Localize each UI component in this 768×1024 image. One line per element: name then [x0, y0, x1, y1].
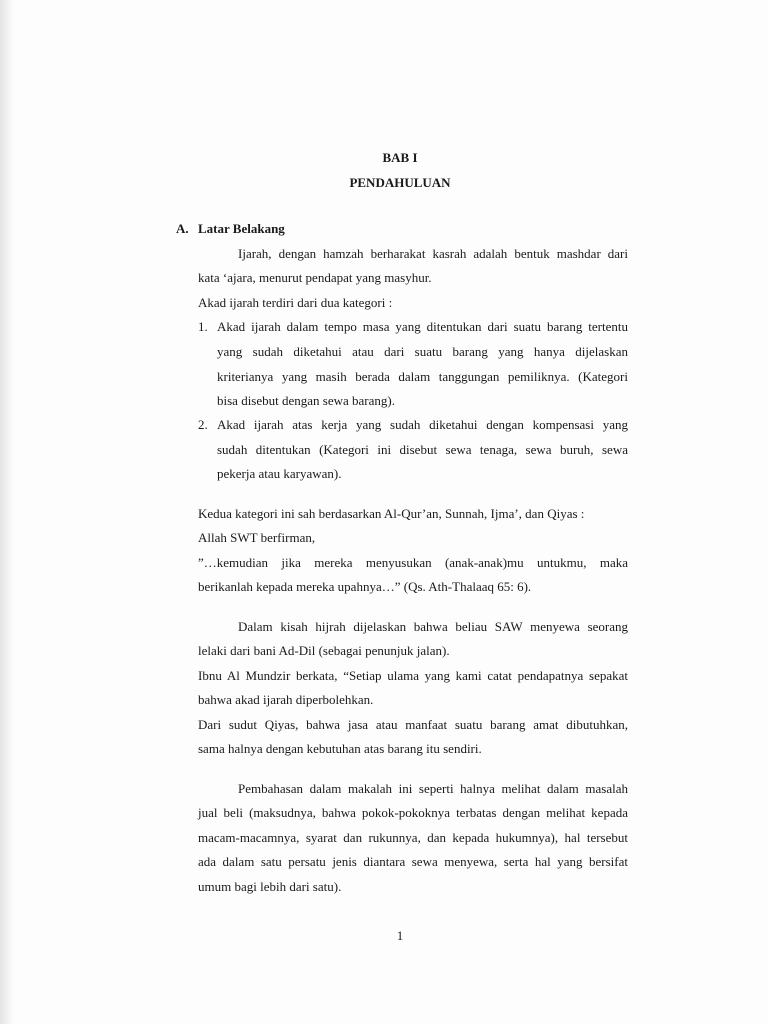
- paragraph-line: Ibnu Al Mundzir berkata, “Setiap ulama yang kami catat pendapatnya sepakat: [198, 668, 628, 683]
- list-item-line: pekerja atau karyawan).: [217, 466, 342, 481]
- list-item-line: kriterianya yang masih berada dalam tanggungan pemiliknya. (Kategori: [217, 369, 628, 384]
- section-label: A.: [176, 221, 189, 236]
- paragraph-line: umum bagi lebih dari satu).: [198, 879, 342, 894]
- chapter-title: PENDAHULUAN: [349, 175, 451, 190]
- chapter-number: BAB I: [382, 150, 418, 165]
- paragraph-line: lelaki dari bani Ad-Dil (sebagai penunjuk jalan).: [198, 643, 450, 658]
- paragraph-line: Pembahasan dalam makalah ini seperti halnya melihat dalam masalah: [238, 781, 628, 796]
- list-item-line: Akad ijarah atas kerja yang sudah diketahui dengan kompensasi yang: [217, 417, 628, 432]
- paragraph-line: sama halnya dengan kebutuhan atas barang itu sendiri.: [198, 741, 482, 756]
- quote-line: berikanlah kepada mereka upahnya…” (Qs. Ath-Thalaaq 65: 6).: [198, 579, 532, 594]
- paragraph-line: macam-macamnya, syarat dan rukunnya, dan kepada hukumnya), hal tersebut: [198, 830, 628, 845]
- page-number: 1: [396, 928, 404, 943]
- categories-intro: Akad ijarah terdiri dari dua kategori :: [198, 295, 393, 310]
- paragraph-line: bahwa akad ijarah diperbolehkan.: [198, 692, 374, 707]
- paragraph-line: Kedua kategori ini sah berdasarkan Al-Qur’an, Sunnah, Ijma’, dan Qiyas :: [198, 506, 585, 521]
- section-title: Latar Belakang: [198, 221, 285, 236]
- list-item-line: Akad ijarah dalam tempo masa yang ditentukan dari suatu barang tertentu: [217, 319, 628, 334]
- list-item-line: yang sudah diketahui atau dari suatu barang yang hanya dijelaskan: [217, 344, 628, 359]
- list-item-number: 2.: [198, 417, 208, 432]
- paragraph-line: jual beli (maksudnya, bahwa pokok-pokoknya terbatas dengan melihat kepada: [198, 805, 628, 820]
- quote-line: ”…kemudian jika mereka menyusukan (anak-anak)mu untukmu, maka: [198, 555, 628, 570]
- paragraph-line: ada dalam satu persatu jenis diantara sewa menyewa, serta hal yang bersifat: [198, 854, 628, 869]
- paragraph-line: Ijarah, dengan hamzah berharakat kasrah adalah bentuk mashdar dari: [238, 246, 628, 261]
- list-item-line: sudah ditentukan (Kategori ini disebut sewa tenaga, sewa buruh, sewa: [217, 442, 628, 457]
- paragraph-line: Dalam kisah hijrah dijelaskan bahwa beliau SAW menyewa seorang: [238, 619, 628, 634]
- list-item-line: bisa disebut dengan sewa barang).: [217, 393, 395, 408]
- list-item-number: 1.: [198, 319, 208, 334]
- paragraph-line: Allah SWT berfirman,: [198, 530, 316, 545]
- paragraph-line: kata ‘ajara, menurut pendapat yang masyhur.: [198, 270, 432, 285]
- paragraph-line: Dari sudut Qiyas, bahwa jasa atau manfaat suatu barang amat dibutuhkan,: [198, 717, 628, 732]
